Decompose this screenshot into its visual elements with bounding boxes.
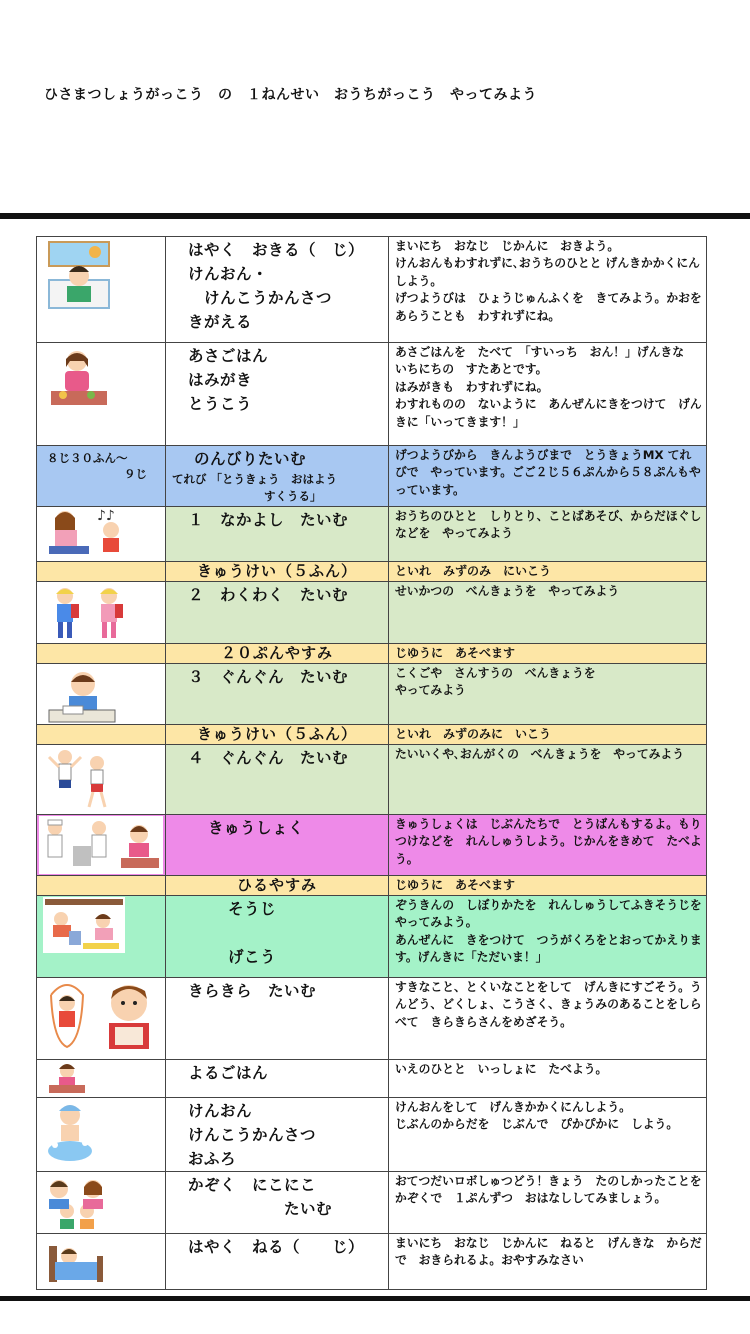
family-playing-illustration bbox=[45, 508, 135, 560]
illustration-cell bbox=[37, 896, 166, 978]
table-row bbox=[37, 562, 707, 582]
activity-label: かぞく にこにこ たいむ bbox=[188, 1176, 333, 1218]
description-cell bbox=[389, 745, 707, 815]
illustration-cell bbox=[37, 237, 166, 343]
page-title: ひさまつしょうがっこう の １ねんせい おうちがっこう やってみよう bbox=[44, 87, 537, 103]
boy-waking-up-illustration bbox=[45, 240, 115, 310]
description-cell bbox=[389, 896, 707, 978]
description-cell bbox=[389, 507, 707, 562]
table-row bbox=[37, 644, 707, 664]
top-divider bbox=[0, 213, 750, 219]
activity-label: よるごはん bbox=[188, 1064, 269, 1082]
illustration-cell bbox=[37, 343, 166, 446]
activity-cell bbox=[166, 446, 389, 507]
activity-cell bbox=[166, 745, 389, 815]
description-text: といれ みずのみに いこう bbox=[395, 727, 552, 741]
description-text: といれ みずのみ にいこう bbox=[395, 564, 552, 578]
description-text: まいにち おなじ じかんに おきよう。 けんおんもわすれずに､おうちのひとと げんきかかくにんしよう。 げつようびは ひょうじゅんふくを きてみよう。かおを あらうことも わすれずにね。 bbox=[395, 239, 702, 323]
bottom-divider bbox=[0, 1296, 750, 1301]
description-cell bbox=[389, 1172, 714, 1234]
activity-cell bbox=[166, 343, 389, 446]
illustration-cell bbox=[37, 562, 166, 582]
activity-label: きゅうけい（５ふん） bbox=[196, 562, 357, 580]
description-text: おうちのひとと しりとり、ことばあそび、からだほぐしなどを やってみよう bbox=[395, 509, 702, 541]
time-end: ９じ bbox=[124, 467, 147, 481]
school-lunch-illustration bbox=[39, 816, 163, 874]
activity-cell bbox=[166, 644, 389, 664]
description-cell bbox=[389, 725, 707, 745]
table-row bbox=[37, 582, 707, 644]
description-text: たいいくや､おんがくの べんきょうを やってみよう bbox=[395, 747, 685, 761]
activity-cell bbox=[166, 896, 389, 978]
activity-cell bbox=[166, 876, 389, 896]
description-text: いえのひとと いっしょに たべよう。 bbox=[395, 1062, 608, 1076]
description-text: せいかつの べんきょうを やってみよう bbox=[395, 584, 620, 598]
table-row bbox=[37, 725, 707, 745]
child-sleeping-illustration bbox=[45, 1236, 105, 1286]
activity-label: １ なかよし たいむ bbox=[188, 511, 349, 529]
activity-label: はやく おきる（ じ） けんおん・ けんこうかんさつ きがえる bbox=[188, 241, 365, 331]
girl-eating-breakfast-illustration bbox=[47, 345, 117, 415]
activity-label: ２ わくわく たいむ bbox=[188, 586, 349, 604]
activity-label: きらきら たいむ bbox=[188, 982, 317, 1000]
description-text: けんおんをして げんきかかくにんしよう。 じぶんのからだを じぶんで ぴかぴかに しよう。 bbox=[395, 1100, 679, 1132]
dinner-illustration bbox=[47, 1061, 87, 1095]
family-illustration bbox=[45, 1175, 111, 1231]
illustration-cell bbox=[37, 582, 166, 644]
illustration-cell bbox=[37, 1172, 166, 1234]
table-row bbox=[37, 446, 707, 507]
activity-cell bbox=[166, 1172, 389, 1234]
table-row bbox=[37, 664, 707, 725]
time-start: ８じ３０ふん～ bbox=[47, 451, 128, 465]
activity-cell bbox=[166, 725, 389, 745]
table-row bbox=[37, 343, 707, 446]
children-hobbies-illustration bbox=[45, 981, 163, 1057]
table-row bbox=[37, 1234, 707, 1290]
time-cell bbox=[37, 446, 166, 507]
table-row bbox=[37, 1060, 707, 1098]
activity-cell bbox=[166, 582, 389, 644]
description-cell bbox=[389, 664, 707, 725]
activity-label: ４ ぐんぐん たいむ bbox=[188, 749, 349, 767]
description-text: げつようびから きんようびまで とうきょうMX てれびで やっています。ごご２じ５６ぷんから５８ぷんもやっています。 bbox=[395, 448, 701, 497]
description-cell bbox=[389, 446, 707, 507]
description-text: ぞうきんの しぼりかたを れんしゅうしてふきそうじを やってみよう。 あんぜんに きをつけて つうがくろをとおってかえります。げんきに「ただいま！」 bbox=[395, 898, 702, 965]
description-cell bbox=[389, 237, 707, 343]
illustration-cell bbox=[37, 1060, 166, 1098]
description-cell bbox=[389, 644, 707, 664]
activity-cell bbox=[166, 664, 389, 725]
activity-label: はやく ねる（ じ） bbox=[188, 1238, 365, 1256]
activity-label: ３ ぐんぐん たいむ bbox=[188, 668, 349, 686]
illustration-cell bbox=[37, 644, 166, 664]
description-cell bbox=[389, 1234, 707, 1290]
table-row bbox=[37, 237, 707, 343]
children-cleaning-illustration bbox=[43, 897, 125, 953]
description-text: すきなこと、とくいなことをして げんきにすごそう。うんどう、どくしょ、こうさく、きょうみのあることをしらべて きらきらさんをめざそう。 bbox=[395, 980, 702, 1029]
description-cell bbox=[389, 582, 707, 644]
illustration-cell bbox=[37, 664, 166, 725]
illustration-cell bbox=[37, 978, 166, 1060]
description-cell bbox=[389, 562, 707, 582]
bath-illustration bbox=[45, 1101, 95, 1165]
illustration-cell bbox=[37, 1098, 166, 1172]
activity-label: きゅうけい（５ふん） bbox=[196, 725, 357, 743]
description-text: じゆうに あそべます bbox=[395, 878, 516, 892]
activity-label: けんおん けんこうかんさつ おふろ bbox=[188, 1102, 317, 1168]
illustration-cell bbox=[37, 507, 166, 562]
children-exercising-illustration bbox=[45, 747, 121, 811]
description-cell bbox=[389, 815, 707, 876]
description-text: おてつだいロボしゅつどう！きょう たのしかったことを かぞくで １ぷんずつ おはなししてみましょう。 bbox=[395, 1174, 714, 1206]
description-text: こくごや さんすうの べんきょうを やってみよう bbox=[395, 666, 596, 698]
activity-sub-label: てれび 「とうきょう おはよう すくうる」 bbox=[172, 472, 338, 503]
activity-label: きゅうしょく bbox=[208, 819, 305, 837]
activity-label: あさごはん はみがき とうこう bbox=[188, 347, 269, 413]
activity-label: ２０ぷんやすみ bbox=[220, 644, 333, 662]
description-cell bbox=[389, 1060, 707, 1098]
table-row bbox=[37, 896, 707, 978]
activity-cell bbox=[166, 815, 389, 876]
activity-cell bbox=[166, 1060, 389, 1098]
table-row bbox=[37, 1172, 707, 1234]
description-text: あさごはんを たべて 「すいっち おん！」げんきな いちにちの すたあとです。 はみがきも わすれずにね。 わすれものの ないように あんぜんにきをつけて げんきに「いってきます！」 bbox=[395, 345, 702, 429]
description-cell bbox=[389, 343, 707, 446]
illustration-cell bbox=[37, 725, 166, 745]
description-cell bbox=[389, 876, 707, 896]
table-row bbox=[37, 1098, 707, 1172]
illustration-cell bbox=[37, 745, 166, 815]
schedule-table bbox=[36, 236, 714, 1290]
activity-cell bbox=[166, 237, 389, 343]
table-row bbox=[37, 815, 707, 876]
description-cell bbox=[389, 978, 707, 1060]
activity-cell bbox=[166, 1234, 389, 1290]
svg-text:♪♪: ♪♪ bbox=[97, 508, 115, 524]
activity-label: ひるやすみ bbox=[236, 876, 317, 894]
table-row bbox=[37, 978, 707, 1060]
table-row bbox=[37, 507, 707, 562]
activity-label: のんびりたいむ bbox=[194, 450, 307, 468]
description-text: まいにち おなじ じかんに ねると げんきな からだで おきられるよ。おやすみなさい bbox=[395, 1236, 702, 1268]
activity-cell bbox=[166, 978, 389, 1060]
activity-cell bbox=[166, 507, 389, 562]
illustration-cell bbox=[37, 876, 166, 896]
description-text: じゆうに あそべます bbox=[395, 646, 516, 660]
boy-studying-illustration bbox=[45, 666, 121, 724]
activity-label: そうじ げこう bbox=[228, 900, 277, 966]
children-with-backpacks-illustration bbox=[45, 584, 141, 642]
activity-cell bbox=[166, 1098, 389, 1172]
table-row bbox=[37, 876, 707, 896]
description-cell bbox=[389, 1098, 707, 1172]
table-row bbox=[37, 745, 707, 815]
activity-cell bbox=[166, 562, 389, 582]
illustration-cell bbox=[37, 815, 166, 876]
illustration-cell bbox=[37, 1234, 166, 1290]
description-text: きゅうしょくは じぶんたちで とうばんもするよ。もりつけなどを れんしゅうしよう。じかんをきめて たべよう。 bbox=[395, 817, 702, 866]
